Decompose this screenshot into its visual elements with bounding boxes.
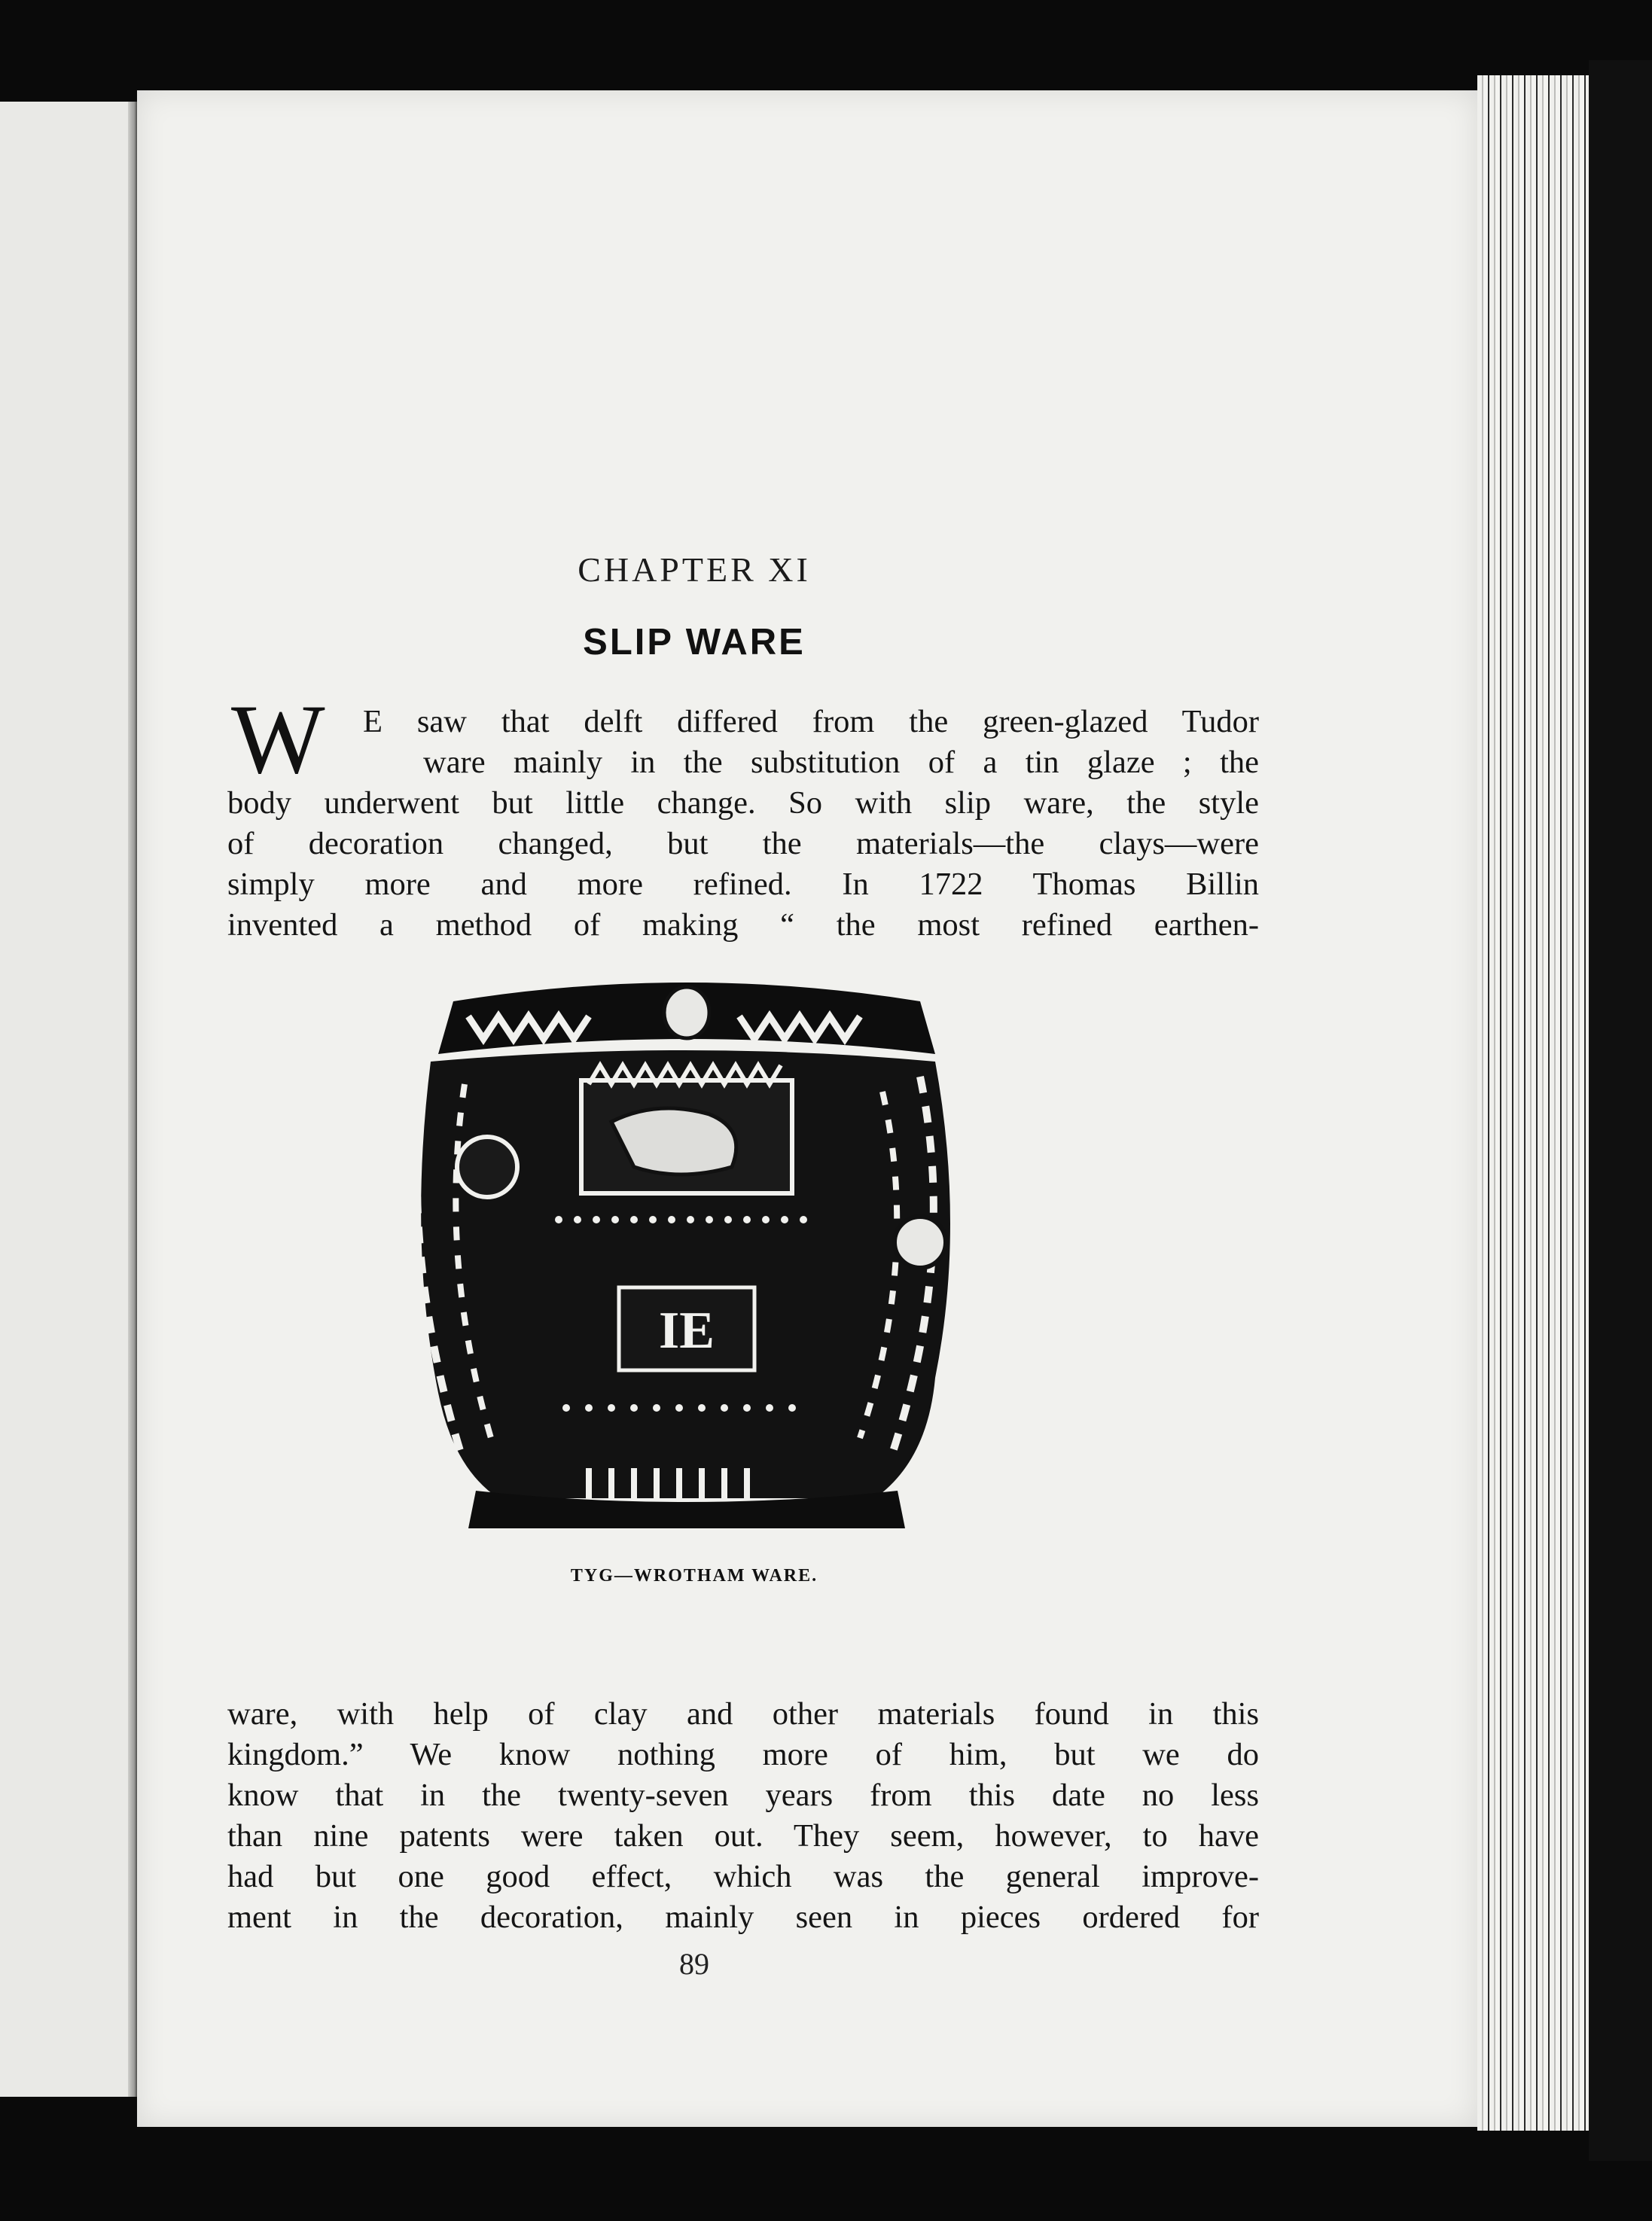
text-line: know that in the twenty-seven years from this date no less — [227, 1778, 1259, 1813]
page-number: 89 — [679, 1947, 709, 1981]
chapter-heading: CHAPTER XI — [578, 550, 811, 589]
book-cover-edge — [1589, 60, 1652, 2161]
text-line: ware mainly in the substitution of a tin glaze ; the — [423, 745, 1259, 780]
text-line: E saw that delft differed from the green-glazed Tudor — [363, 704, 1259, 739]
text-line: simply more and more refined. In 1722 Thomas Billin — [227, 867, 1259, 902]
drop-cap: W — [231, 684, 325, 794]
chapter-title: SLIP WARE — [583, 622, 806, 663]
text-line: kingdom.” We know nothing more of him, but we do — [227, 1737, 1259, 1772]
paragraph-2 — [227, 1694, 1259, 1938]
text-line: ware, with help of clay and other materials found in this — [227, 1696, 1259, 1732]
text-line: invented a method of making “ the most refined earthen- — [227, 907, 1259, 943]
text-line: ment in the decoration, mainly seen in pieces ordered for — [227, 1900, 1259, 1935]
text-line: of decoration changed, but the materials—the clays—were — [227, 826, 1259, 861]
page-stack-edges — [1477, 75, 1590, 2131]
left-page-edge — [0, 102, 138, 2097]
text-line: than nine patents were taken out. They seem, however, to have — [227, 1818, 1259, 1854]
tyg-illustration — [408, 971, 965, 1536]
paragraph-1 — [227, 783, 1259, 946]
text-line: body underwent but little change. So with slip ware, the style — [227, 785, 1259, 821]
monogram-text: IE — [659, 1302, 715, 1360]
book-page — [137, 90, 1477, 2127]
text-line: had but one good effect, which was the general improve- — [227, 1859, 1259, 1894]
figure-caption: TYG—WROTHAM WARE. — [570, 1566, 818, 1586]
paragraph-1-top — [363, 702, 1259, 783]
